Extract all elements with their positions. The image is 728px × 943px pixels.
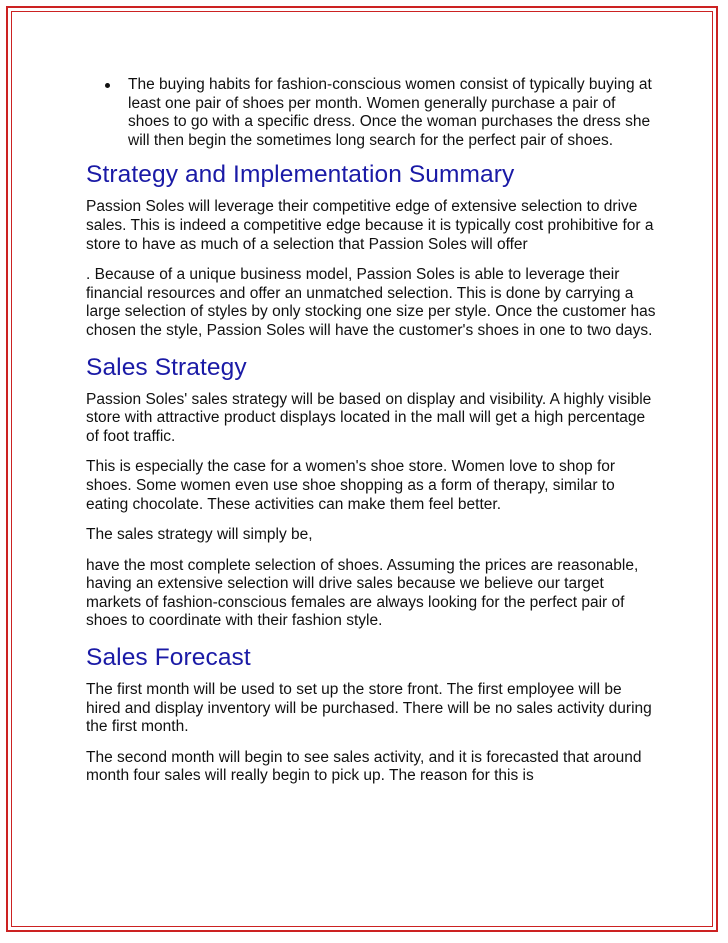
paragraph: Passion Soles' sales strategy will be based on display and visibility. A highly visible store with attractive product displays located in the mall will get a high percentage of foot traffic. [86, 390, 652, 445]
document-body [86, 76, 658, 798]
bullet-item [86, 76, 658, 150]
heading-sales-strategy: Sales Strategy [86, 353, 247, 381]
paragraph: The sales strategy will simply be, [86, 526, 313, 544]
paragraph: . Because of a unique business model, Passion Soles is able to leverage their financial resources and offer an unmatched selection. This is done by carrying a large selection of styles by only stocking one size per style. Once the customer has chosen the style, Passion Soles will have the customer's shoes in one to two days. [86, 266, 656, 339]
paragraph: This is especially the case for a women's shoe store. Women love to shop for shoes. Some women even use shoe shopping as a form of therapy, similar to eating chocolate. These activities can make them feel better. [86, 458, 616, 513]
heading-sales-forecast: Sales Forecast [86, 644, 251, 672]
paragraph: have the most complete selection of shoes. Assuming the prices are reasonable, having an extensive selection will drive sales because we believe our target markets of fashion-conscious females are always looking for the perfect pair of shoes to coordinate with their fashion style. [86, 556, 639, 630]
heading-strategy-implementation-summary: Strategy and Implementation Summary [86, 161, 515, 189]
bullet-dot-icon [105, 83, 110, 88]
paragraph: Passion Soles will leverage their competitive edge of extensive selection to drive sales. This is indeed a competitive edge because it is typically cost prohibitive for a store to have as much of a selection that Passion Soles will offer [86, 198, 654, 253]
paragraph: The second month will begin to see sales activity, and it is forecasted that around month four sales will really begin to pick up. The reason for this is [86, 748, 642, 785]
paragraph: The first month will be used to set up the store front. The first employee will be hired and display inventory will be purchased. There will be no sales activity during the first month. [86, 681, 652, 736]
bullet-list [86, 76, 658, 150]
bullet-text: The buying habits for fashion-conscious women consist of typically buying at least one pair of shoes per month. Women generally purchase a pair of shoes to go with a specific dress. Once the woman purchases the dress she will then begin the sometimes long search for the perfect pair of shoes. [128, 76, 652, 149]
